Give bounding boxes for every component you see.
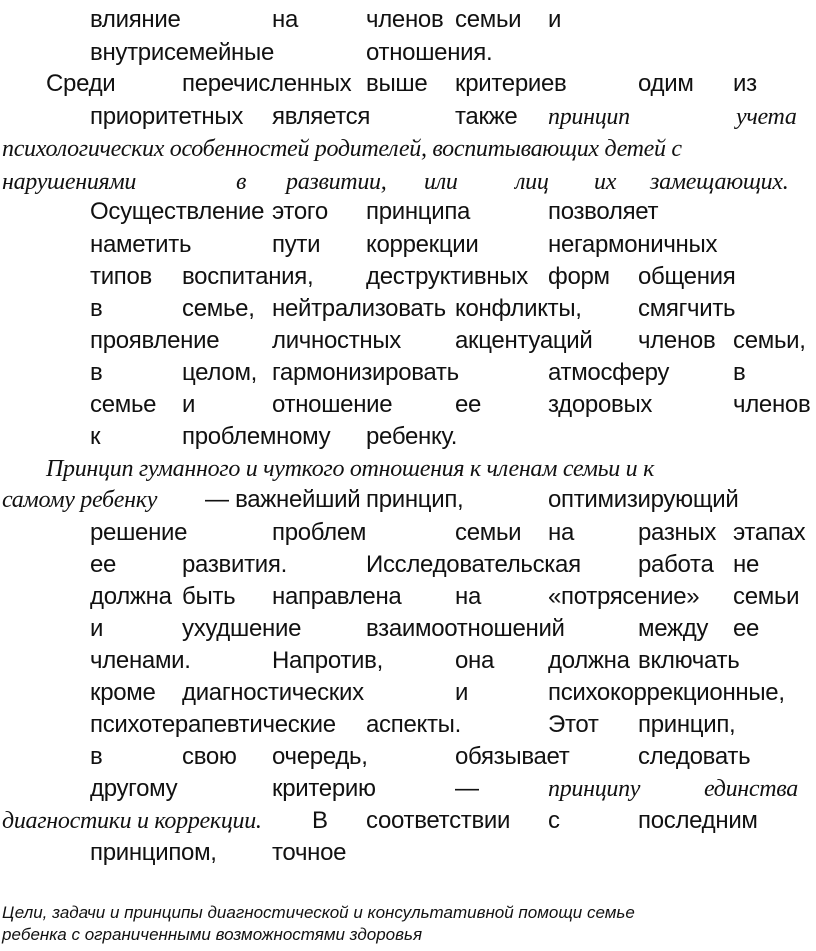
word: принципа xyxy=(366,198,471,225)
word: работа xyxy=(638,551,714,578)
word: разных xyxy=(638,519,717,546)
word: атмосферу xyxy=(548,359,670,386)
word: и xyxy=(182,391,196,418)
word: принципом, xyxy=(90,839,217,866)
word: членов xyxy=(366,6,444,33)
word: общения xyxy=(638,263,736,290)
word: очередь, xyxy=(272,743,368,770)
word: кроме xyxy=(90,679,156,706)
word: и xyxy=(455,679,469,706)
word: диагностических xyxy=(182,679,364,706)
word: принцип xyxy=(548,104,630,130)
word: следовать xyxy=(638,743,751,770)
word: ребенку. xyxy=(366,423,458,450)
word: конфликты, xyxy=(455,295,582,322)
word: взаимоотношений xyxy=(366,615,565,642)
word: этапах xyxy=(733,519,806,546)
word: проблемному xyxy=(182,423,331,450)
word: — xyxy=(455,775,479,802)
word: замещающих. xyxy=(650,169,789,195)
word: — важнейший xyxy=(205,486,361,513)
word: Среди xyxy=(46,70,116,97)
word: Этот xyxy=(548,711,599,738)
word: семье, xyxy=(182,295,255,322)
word: гармонизировать xyxy=(272,359,459,386)
word: решение xyxy=(90,519,188,546)
word: обязывает xyxy=(455,743,570,770)
word: Исследовательская xyxy=(366,551,581,578)
word: единства xyxy=(704,776,798,802)
word: на xyxy=(455,583,482,610)
word: семьи, xyxy=(733,327,806,354)
word: на xyxy=(548,519,575,546)
word: коррекции xyxy=(366,231,479,258)
word: смягчить xyxy=(638,295,736,322)
word: к xyxy=(90,423,101,450)
word: психокоррекционные, xyxy=(548,679,785,706)
word: развитии, xyxy=(286,169,387,195)
word: ее xyxy=(733,615,760,642)
word: в xyxy=(90,743,103,770)
word: отношение xyxy=(272,391,393,418)
word: семьи xyxy=(455,519,522,546)
word: развития. xyxy=(182,551,287,578)
word: является xyxy=(272,103,371,130)
word: В xyxy=(312,807,328,834)
word: негармоничных xyxy=(548,231,718,258)
word: членами. xyxy=(90,647,191,674)
word: с xyxy=(548,807,560,834)
word: личностных xyxy=(272,327,402,354)
word: ее xyxy=(90,551,117,578)
word: приоритетных xyxy=(90,103,244,130)
word: проявление xyxy=(90,327,220,354)
word: учета xyxy=(736,104,797,130)
word: перечисленных xyxy=(182,70,352,97)
word: здоровых xyxy=(548,391,653,418)
footer-line-2: ребенка с ограниченными возможностями здоровья xyxy=(2,925,423,944)
word: влияние xyxy=(90,6,181,33)
word: свою xyxy=(182,743,237,770)
word: Осуществление xyxy=(90,198,265,225)
word: форм xyxy=(548,263,610,290)
word: лиц xyxy=(515,169,549,195)
word: семье xyxy=(90,391,157,418)
word: в xyxy=(236,169,247,195)
word: позволяет xyxy=(548,198,659,225)
word: не xyxy=(733,551,760,578)
word: принцип, xyxy=(366,486,464,513)
word: наметить xyxy=(90,231,192,258)
word: должна xyxy=(90,583,172,610)
word: Принцип гуманного и чуткого отношения к членам семьи и к xyxy=(46,456,654,482)
word: их xyxy=(594,169,617,195)
word: или xyxy=(424,169,458,195)
word: оптимизирующий xyxy=(548,486,739,513)
word: пути xyxy=(272,231,321,258)
word: на xyxy=(272,6,299,33)
word: и xyxy=(90,615,104,642)
word: между xyxy=(638,615,709,642)
word: типов xyxy=(90,263,152,290)
word: другому xyxy=(90,775,178,802)
word: выше xyxy=(366,70,428,97)
word: направлена xyxy=(272,583,402,610)
word: диагностики и коррекции. xyxy=(2,808,262,834)
word: психотерапевтические xyxy=(90,711,336,738)
word: членов xyxy=(638,327,716,354)
word: самому ребенку xyxy=(2,487,158,513)
word: деструктивных xyxy=(366,263,528,290)
word: из xyxy=(733,70,757,97)
word: критериев xyxy=(455,70,567,97)
footer-line-1: Цели, задачи и принципы диагностической и консультативной помощи семье xyxy=(2,903,635,922)
word: в xyxy=(90,359,103,386)
word: принцип, xyxy=(638,711,736,738)
word: целом, xyxy=(182,359,258,386)
word: соответствии xyxy=(366,807,511,834)
word: членов xyxy=(733,391,811,418)
word: проблем xyxy=(272,519,367,546)
word: Напротив, xyxy=(272,647,383,674)
word: ухудшение xyxy=(182,615,302,642)
word: этого xyxy=(272,198,328,225)
word: ее xyxy=(455,391,482,418)
word: семьи xyxy=(455,6,522,33)
word: включать xyxy=(638,647,740,674)
word: в xyxy=(90,295,103,322)
word: нарушениями xyxy=(2,169,137,195)
word: быть xyxy=(182,583,236,610)
word: отношения. xyxy=(366,39,493,66)
word: семьи xyxy=(733,583,800,610)
word: критерию xyxy=(272,775,376,802)
word: и xyxy=(548,6,562,33)
word: аспекты. xyxy=(366,711,461,738)
word: «потрясение» xyxy=(548,583,700,610)
word: нейтрализовать xyxy=(272,295,446,322)
word: внутрисемейные xyxy=(90,39,275,66)
word: акцентуаций xyxy=(455,327,593,354)
word: принципу xyxy=(548,776,641,802)
word: последним xyxy=(638,807,758,834)
word: также xyxy=(455,103,518,130)
word: должна xyxy=(548,647,630,674)
word: она xyxy=(455,647,495,674)
word: точное xyxy=(272,839,347,866)
word: психологических особенностей родителей, воспитывающих детей с xyxy=(2,136,682,162)
word: воспитания, xyxy=(182,263,314,290)
word: одим xyxy=(638,70,694,97)
word: в xyxy=(733,359,746,386)
